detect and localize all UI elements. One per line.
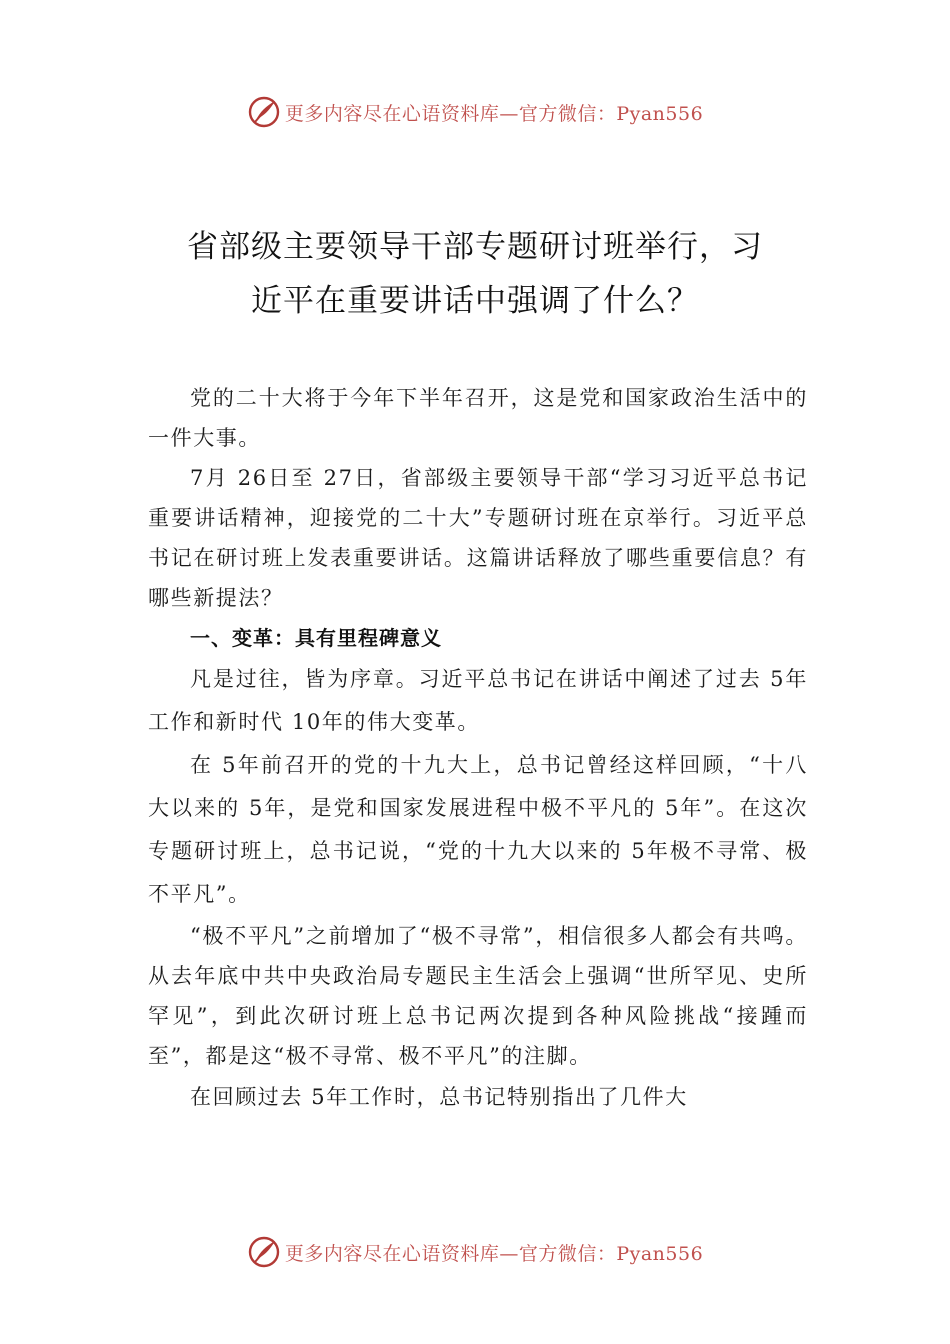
paragraph-review: 在 5年前召开的党的十九大上，总书记曾经这样回顾，“十八大以来的 5年，是党和国家发展进程中极不平凡的 5年”。在这次专题研讨班上，总书记说，“党的十九大以来的 5年极不寻常、极不平凡”。 — [148, 753, 808, 906]
footer-banner-text: 更多内容尽在心语资料库—官方微信：Pyan556 — [284, 1242, 704, 1265]
section-heading: 一、变革：具有里程碑意义 — [190, 626, 442, 650]
document-body — [148, 378, 808, 1119]
title-line-1: 省部级主要领导干部专题研讨班举行，习 — [187, 229, 763, 265]
paragraph-extraordinary: “极不平凡”之前增加了“极不寻常”，相信很多人都会有共鸣。从去年底中共中央政治局专题民主生活会上强调“世所罕见、史所罕见”，到此次研讨班上总书记两次提到各种风险挑战“接踵而至”，都是这“极不寻常、极不平凡”的注脚。 — [148, 924, 808, 1068]
title-line-2: 近平在重要讲话中强调了什么？ — [251, 283, 699, 319]
paragraph-seminar: 7月 26日至 27日，省部级主要领导干部“学习习近平总书记重要讲话精神，迎接党的二十大”专题研讨班在京举行。习近平总书记在研讨班上发表重要讲话。这篇讲话释放了哪些重要信息？有哪些新提法？ — [148, 466, 808, 610]
document-title — [120, 220, 830, 328]
header-banner — [0, 92, 950, 132]
quill-logo-icon — [247, 95, 281, 129]
paragraph-past: 凡是过往，皆为序章。习近平总书记在讲话中阐述了过去 5年工作和新时代 10年的伟大变革。 — [148, 667, 808, 734]
paragraph-intro: 党的二十大将于今年下半年召开，这是党和国家政治生活中的一件大事。 — [148, 386, 808, 450]
quill-logo-icon — [247, 1235, 281, 1269]
paragraph-continued: 在回顾过去 5年工作时，总书记特别指出了几件大 — [190, 1085, 688, 1109]
header-banner-text: 更多内容尽在心语资料库—官方微信：Pyan556 — [284, 102, 704, 125]
footer-banner — [0, 1232, 950, 1272]
